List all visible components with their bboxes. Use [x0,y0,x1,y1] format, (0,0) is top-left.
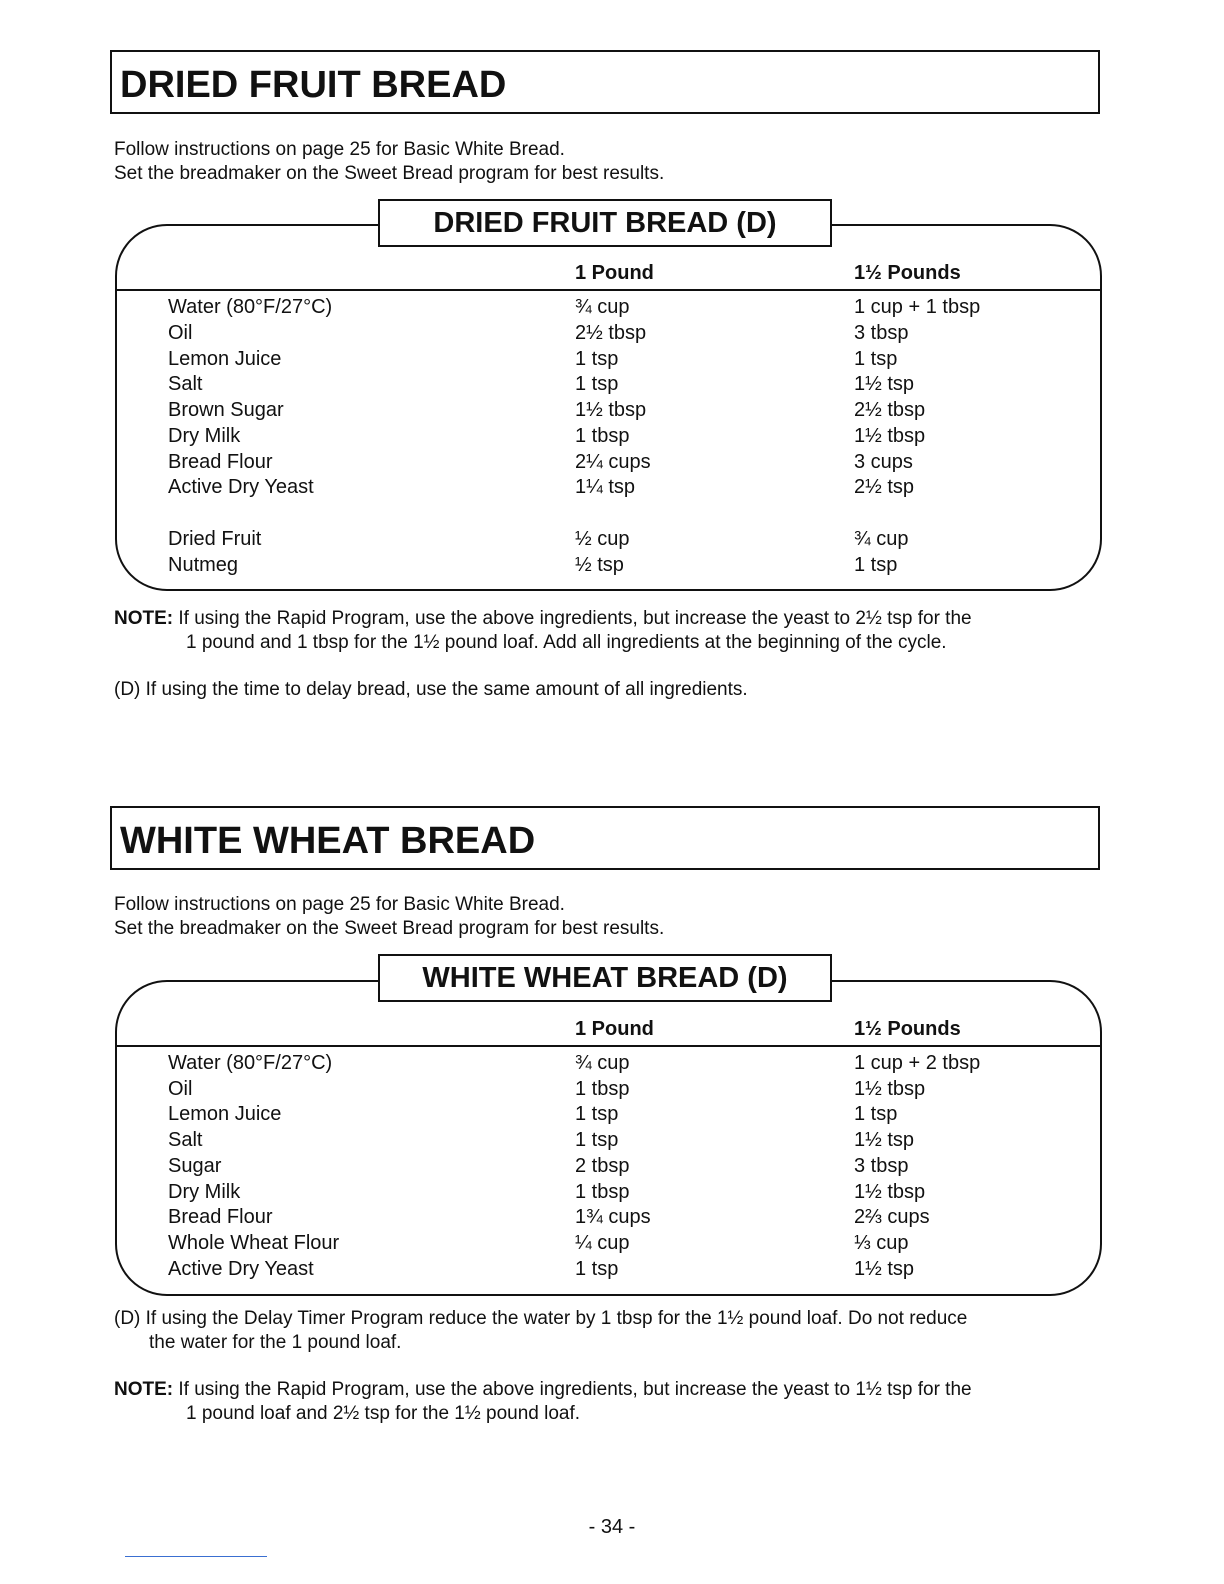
amount-1-5-pounds: ⅓ cup [854,1232,909,1254]
table-row [0,554,1224,580]
intro-line: Follow instructions on page 25 for Basic White Bread. [114,894,565,915]
delay-timer-note [114,1307,1104,1355]
section-title-box [110,806,1100,870]
header-rule [117,1045,1100,1047]
column-header-1-pound: 1 Pound [575,1018,654,1040]
amount-1-5-pounds: 3 tbsp [854,322,909,344]
amount-1-5-pounds: 1½ tbsp [854,1078,926,1100]
amount-1-pound: 1 tsp [575,1258,619,1280]
amount-1-pound: 1¼ tsp [575,476,636,498]
ingredient-name: Salt [168,1129,203,1151]
table-row [0,451,1224,477]
ingredient-name: Active Dry Yeast [168,1258,314,1280]
amount-1-pound: 2 tbsp [575,1155,630,1177]
table-row [0,1258,1224,1284]
amount-1-5-pounds: 1½ tsp [854,1129,915,1151]
column-header-1-pound: 1 Pound [575,262,654,284]
note-text: If using the Rapid Program, use the above ingredients, but increase the yeast to 1½ tsp for the [173,1379,972,1400]
intro-line: Follow instructions on page 25 for Basic White Bread. [114,139,565,160]
section-title-box [110,50,1100,114]
intro-text [114,138,664,186]
ingredient-name: Sugar [168,1155,222,1177]
amount-1-5-pounds: 3 tbsp [854,1155,909,1177]
table-row [0,1129,1224,1155]
amount-1-pound: 1 tsp [575,373,619,395]
amount-1-pound: ¾ cup [575,296,630,318]
rapid-program-note [114,607,1104,655]
amount-1-pound: 1 tbsp [575,1078,630,1100]
note-text: 1 pound loaf and 2½ tsp for the 1½ pound loaf. [186,1403,581,1424]
table-row [0,1103,1224,1129]
amount-1-pound: 2¼ cups [575,451,651,473]
table-row [0,1078,1224,1104]
table-row [0,1181,1224,1207]
section-title: WHITE WHEAT BREAD [120,820,536,862]
amount-1-5-pounds: 2½ tsp [854,476,915,498]
note-label: NOTE: [114,608,174,629]
amount-1-pound: 1 tsp [575,348,619,370]
amount-1-pound: ½ tsp [575,554,624,576]
ingredient-name: Oil [168,322,193,344]
amount-1-pound: 1 tbsp [575,425,630,447]
table-row [0,322,1224,348]
header-rule [117,289,1100,291]
amount-1-5-pounds: 1 tsp [854,1103,898,1125]
table-row [0,348,1224,374]
amount-1-5-pounds: 1½ tsp [854,1258,915,1280]
note-text: (D) If using the Delay Timer Program reduce the water by 1 tbsp for the 1½ pound loaf. Do not reduce [114,1308,968,1329]
intro-text [114,893,664,941]
amount-1-5-pounds: 1 tsp [854,554,898,576]
amount-1-5-pounds: 2½ tbsp [854,399,926,421]
table-title: DRIED FRUIT BREAD (D) [433,207,777,239]
table-row [0,1206,1224,1232]
amount-1-pound: ½ cup [575,528,630,550]
amount-1-pound: 1¾ cups [575,1206,651,1228]
amount-1-5-pounds: 3 cups [854,451,913,473]
table-title-box [378,199,832,247]
amount-1-5-pounds: 1½ tbsp [854,1181,926,1203]
table-row [0,1052,1224,1078]
note-text: If using the Rapid Program, use the above ingredients, but increase the yeast to 2½ tsp for the [173,608,972,629]
column-header-1-5-pounds: 1½ Pounds [854,262,961,284]
amount-1-pound: ¾ cup [575,1052,630,1074]
intro-line: Set the breadmaker on the Sweet Bread program for best results. [114,918,665,939]
table-row [0,528,1224,554]
ingredient-name: Dry Milk [168,425,241,447]
column-header-1-5-pounds: 1½ Pounds [854,1018,961,1040]
table-title-box [378,954,832,1002]
table-row [0,296,1224,322]
amount-1-5-pounds: 2⅔ cups [854,1206,930,1228]
ingredient-name: Dry Milk [168,1181,241,1203]
note-label: NOTE: [114,1379,174,1400]
ingredient-name: Bread Flour [168,1206,273,1228]
table-row [0,373,1224,399]
ingredient-name: Active Dry Yeast [168,476,314,498]
amount-1-pound: 1½ tbsp [575,399,647,421]
ingredient-name: Dried Fruit [168,528,262,550]
amount-1-5-pounds: ¾ cup [854,528,909,550]
table-row [0,425,1224,451]
intro-line: Set the breadmaker on the Sweet Bread program for best results. [114,163,665,184]
amount-1-pound: 1 tsp [575,1103,619,1125]
table-row [0,476,1224,502]
ingredient-name: Lemon Juice [168,348,282,370]
amount-1-pound: 1 tsp [575,1129,619,1151]
table-row [0,1232,1224,1258]
table-title: WHITE WHEAT BREAD (D) [422,962,788,994]
amount-1-5-pounds: 1 tsp [854,348,898,370]
ingredient-name: Lemon Juice [168,1103,282,1125]
section-title: DRIED FRUIT BREAD [120,64,507,106]
ingredient-name: Oil [168,1078,193,1100]
table-row [0,1155,1224,1181]
delay-note: (D) If using the time to delay bread, use the same amount of all ingredients. [114,679,748,700]
ingredient-name: Nutmeg [168,554,239,576]
amount-1-5-pounds: 1½ tsp [854,373,915,395]
table-row [0,399,1224,425]
ingredient-name: Salt [168,373,203,395]
amount-1-5-pounds: 1 cup + 2 tbsp [854,1052,981,1074]
amount-1-pound: ¼ cup [575,1232,630,1254]
ingredient-name: Whole Wheat Flour [168,1232,340,1254]
note-text: the water for the 1 pound loaf. [149,1332,402,1353]
amount-1-pound: 2½ tbsp [575,322,647,344]
note-text: 1 pound and 1 tbsp for the 1½ pound loaf. Add all ingredients at the beginning of the cycle. [186,632,947,653]
ingredient-name: Bread Flour [168,451,273,473]
amount-1-5-pounds: 1 cup + 1 tbsp [854,296,981,318]
amount-1-pound: 1 tbsp [575,1181,630,1203]
ingredient-name: Water (80°F/27°C) [168,1052,333,1074]
rapid-program-note [114,1378,1104,1426]
ingredient-name: Brown Sugar [168,399,284,421]
amount-1-5-pounds: 1½ tbsp [854,425,926,447]
page-number: - 34 - [588,1516,636,1538]
ingredient-name: Water (80°F/27°C) [168,296,333,318]
footer-divider [125,1556,267,1557]
